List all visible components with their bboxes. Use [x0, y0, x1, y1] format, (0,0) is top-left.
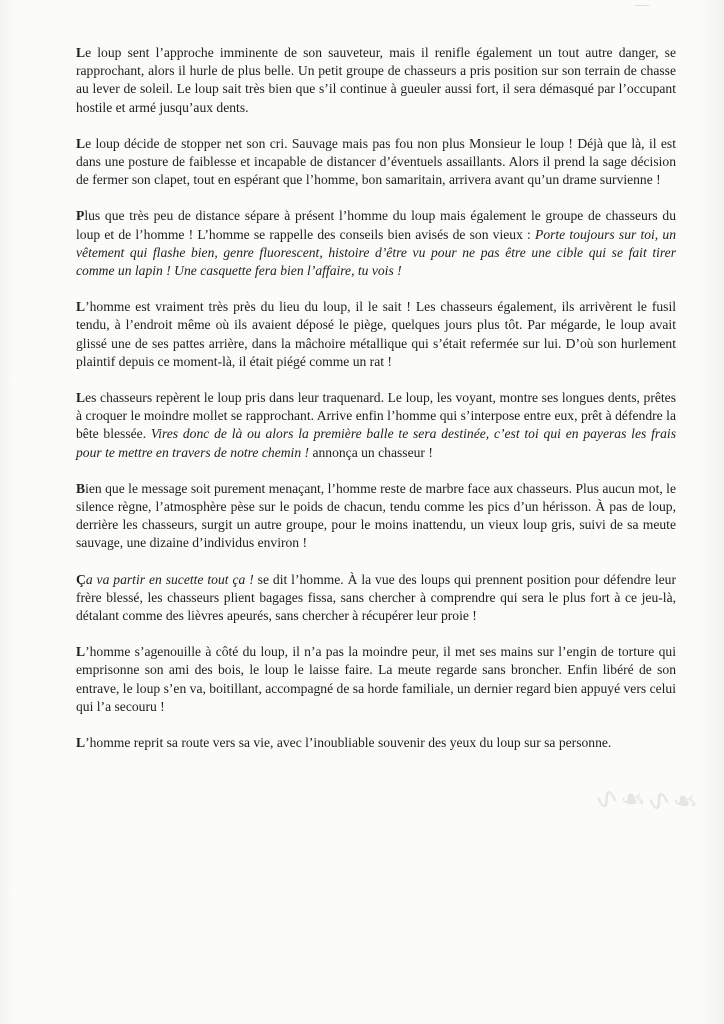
paragraph-4 — [76, 298, 676, 371]
text-segment: e loup sent l’approche imminente de son sauveteur, mais il renifle également un tout autre danger, se rapprochant, alors il hurle de plus belle. Un petit groupe de chasseurs a pris position sur son terrain de chasse au lever de soleil. Le loup sait très bien que s’il continue à gueuler aussi fort, il sera démasqué par l’occupant hostile et armé jusqu’aux dents. — [76, 45, 676, 115]
italic-quote: a va partir en sucette tout ça ! — [85, 571, 254, 587]
bleed-through-signature: ❧∿❧∿ — [594, 781, 701, 820]
paragraph-first-letter: P — [76, 208, 85, 224]
text-segment: lus que très peu de distance sépare à présent l’homme du loup mais également le groupe de chasseurs du loup et de l’homme ! L’homme se rappelle des conseils bien avisés de son vieux : — [76, 208, 676, 242]
paragraph-first-letter: L — [76, 644, 86, 660]
paragraph-first-letter: L — [76, 735, 86, 751]
paragraph-7 — [76, 571, 676, 626]
paragraph-5 — [76, 389, 676, 462]
text-segment: ’homme s’agenouille à côté du loup, il n’a pas la moindre peur, il met ses mains sur l’engin de torture qui emprisonne son ami des bois, le loup le laisse faire. La meute regarde sans broncher. Enfin libéré de son entrave, le loup s’en va, boitillant, accompagné de sa horde familiale, un dernier regard bien appuyé vers celui qui l’a secouru ! — [76, 644, 676, 714]
italic-quote: Vires donc de là ou alors la première balle te sera destinée, c’est toi qui en payeras les frais pour te mettre en travers de notre chemin ! — [76, 426, 677, 460]
paragraph-first-letter: L — [76, 299, 86, 315]
paragraph-9 — [76, 734, 676, 752]
paragraph-first-letter: B — [76, 480, 86, 496]
text-segment: e loup décide de stopper net son cri. Sauvage mais pas fou non plus Monsieur le loup ! Déjà que là, il est dans une posture de faiblesse et incapable de distancer d’éventuels assaillants. Alors il prend la sage décision de fermer son clapet, tout en espérant que l’homme, bon samaritain, arrivera avant qu’un drame survienne ! — [76, 135, 676, 188]
story-text — [76, 44, 676, 770]
paragraph-8 — [76, 643, 676, 716]
scan-corner-mark — [635, 5, 649, 10]
paragraph-first-letter: L — [76, 135, 86, 151]
text-segment: ’homme est vraiment très près du lieu du loup, il le sait ! Les chasseurs également, ils arrivèrent le fusil tendu, à l’endroit même où ils avaient déposé le piège, quelques jours plus tôt. Par mégarde, le loup avait glissé une de ses pattes arrière, dans la mâchoire métallique qui s’était refermée sur lui. D’où son hurlement plaintif depuis ce moment-là, il était piégé comme un rat ! — [76, 299, 676, 369]
paragraph-first-letter: Ç — [76, 571, 86, 587]
paragraph-1 — [76, 44, 676, 117]
text-segment: es chasseurs repèrent le loup pris dans leur traquenard. Le loup, les voyant, montre ses longues dents, prêtes à croquer le moindre mollet se rapprochant. Arrive enfin l’homme qui s’interpose entre eux, prêt à défendre la bête blessée. — [76, 390, 676, 442]
text-segment: se dit l’homme. À la vue des loups qui prennent position pour défendre leur frère blessé, les chasseurs plient bagages fissa, sans chercher à comprendre qui sera le plus fort à ce jeu-là, détalant comme des lièvres apeurés, sans chercher à récupérer leur proie ! — [76, 571, 676, 624]
paragraph-3 — [76, 207, 676, 280]
paragraph-first-letter: L — [76, 390, 86, 406]
text-segment: ien que le message soit purement menaçant, l’homme reste de marbre face aux chasseurs. Plus aucun mot, le silence règne, l’atmosphère pèse sur le poids de chacun, tendu comme les pics d’un hérisson. À pas de loup, derrière les chasseurs, surgit un autre groupe, pour le moins inattendu, un vieux loup gris, suivi de sa meute sauvage, une dizaine d’individus environ ! — [76, 480, 676, 551]
text-segment: annonça un chasseur ! — [309, 444, 433, 460]
paragraph-2 — [76, 135, 676, 190]
text-segment: ’homme reprit sa route vers sa vie, avec l’inoubliable souvenir des yeux du loup sur sa personne. — [85, 735, 612, 751]
italic-quote: Porte toujours sur toi, un vêtement qui flashe bien, genre fluorescent, histoire d’être vu pour ne pas être une cible qui se fait tirer comme un lapin ! Une casquette fera bien l’affaire, tu vois ! — [76, 226, 676, 279]
paragraph-first-letter: L — [76, 45, 86, 60]
paragraph-6 — [76, 480, 676, 553]
